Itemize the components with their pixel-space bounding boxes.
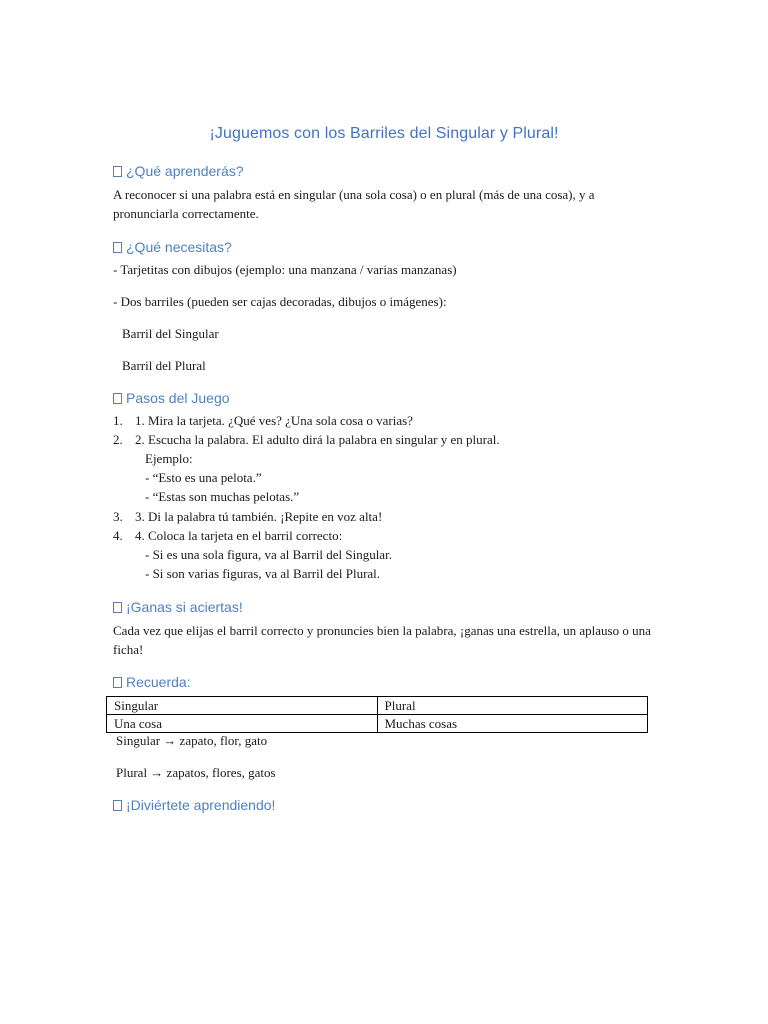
barrel-plural: Barril del Plural — [122, 358, 206, 373]
need-item-1: - Tarjetitas con dibujos (ejemplo: una manzana / varias manzanas) — [113, 262, 457, 277]
heading-text: Pasos del Juego — [126, 390, 230, 406]
table-header-row — [107, 697, 648, 715]
example-singular: - “Esto es una pelota.” — [145, 470, 262, 485]
section-heading-fun — [113, 797, 275, 813]
section-heading-need — [113, 239, 232, 255]
section-heading-remember — [113, 674, 191, 690]
table-cell: Muchas cosas — [377, 715, 648, 733]
heading-text: ¡Ganas si aciertas! — [126, 599, 243, 615]
missing-glyph-icon — [113, 602, 122, 613]
step-number: 4. — [113, 528, 123, 543]
remember-example-plural: Plural → zapatos, flores, gatos — [116, 765, 276, 780]
recuerda-table — [106, 696, 648, 733]
section-heading-learn — [113, 163, 244, 179]
step-text: 3. Di la palabra tú también. ¡Repite en voz alta! — [135, 509, 383, 524]
step-number: 2. — [113, 432, 123, 447]
step-text: 4. Coloca la tarjeta en el barril correcto: — [135, 528, 343, 543]
sub-item-plural: - Si son varias figuras, va al Barril del Plural. — [145, 566, 381, 581]
missing-glyph-icon — [113, 800, 122, 811]
heading-text: Recuerda: — [126, 674, 191, 690]
missing-glyph-icon — [113, 393, 122, 404]
table-cell: Una cosa — [107, 715, 378, 733]
barrel-singular: Barril del Singular — [122, 326, 219, 341]
example-label: Ejemplo: — [145, 451, 193, 466]
step-number: 1. — [113, 413, 123, 428]
missing-glyph-icon — [113, 677, 122, 688]
missing-glyph-icon — [113, 166, 122, 177]
step-text: 1. Mira la tarjeta. ¿Qué ves? ¿Una sola cosa o varias? — [135, 413, 413, 428]
table-row — [107, 715, 648, 733]
remember-example-singular: Singular → zapato, flor, gato — [116, 733, 268, 748]
section-heading-steps — [113, 390, 230, 406]
heading-text: ¿Qué aprenderás? — [126, 163, 244, 179]
table-header-cell: Singular — [107, 697, 378, 715]
sub-item-singular: - Si es una sola figura, va al Barril del Singular. — [145, 547, 392, 562]
step-number: 3. — [113, 509, 123, 524]
document-title: ¡Juguemos con los Barriles del Singular y Plural! — [209, 125, 559, 142]
example-plural: - “Estas son muchas pelotas.” — [145, 489, 300, 504]
step-text: 2. Escucha la palabra. El adulto dirá la palabra en singular y en plural. — [135, 432, 500, 447]
table-header-cell: Plural — [377, 697, 648, 715]
heading-text: ¡Diviértete aprendiendo! — [126, 797, 276, 813]
need-item-2: - Dos barriles (pueden ser cajas decoradas, dibujos o imágenes): — [113, 294, 447, 309]
section-heading-win — [113, 599, 243, 615]
heading-text: ¿Qué necesitas? — [126, 239, 232, 255]
learn-paragraph: A reconocer si una palabra está en singular (una sola cosa) o en plural (más de una cosa), y a pronunciarla correctamente. — [113, 187, 595, 221]
win-paragraph: Cada vez que elijas el barril correcto y pronuncies bien la palabra, ¡ganas una estrella, un aplauso o una ficha! — [113, 623, 651, 657]
missing-glyph-icon — [113, 242, 122, 253]
